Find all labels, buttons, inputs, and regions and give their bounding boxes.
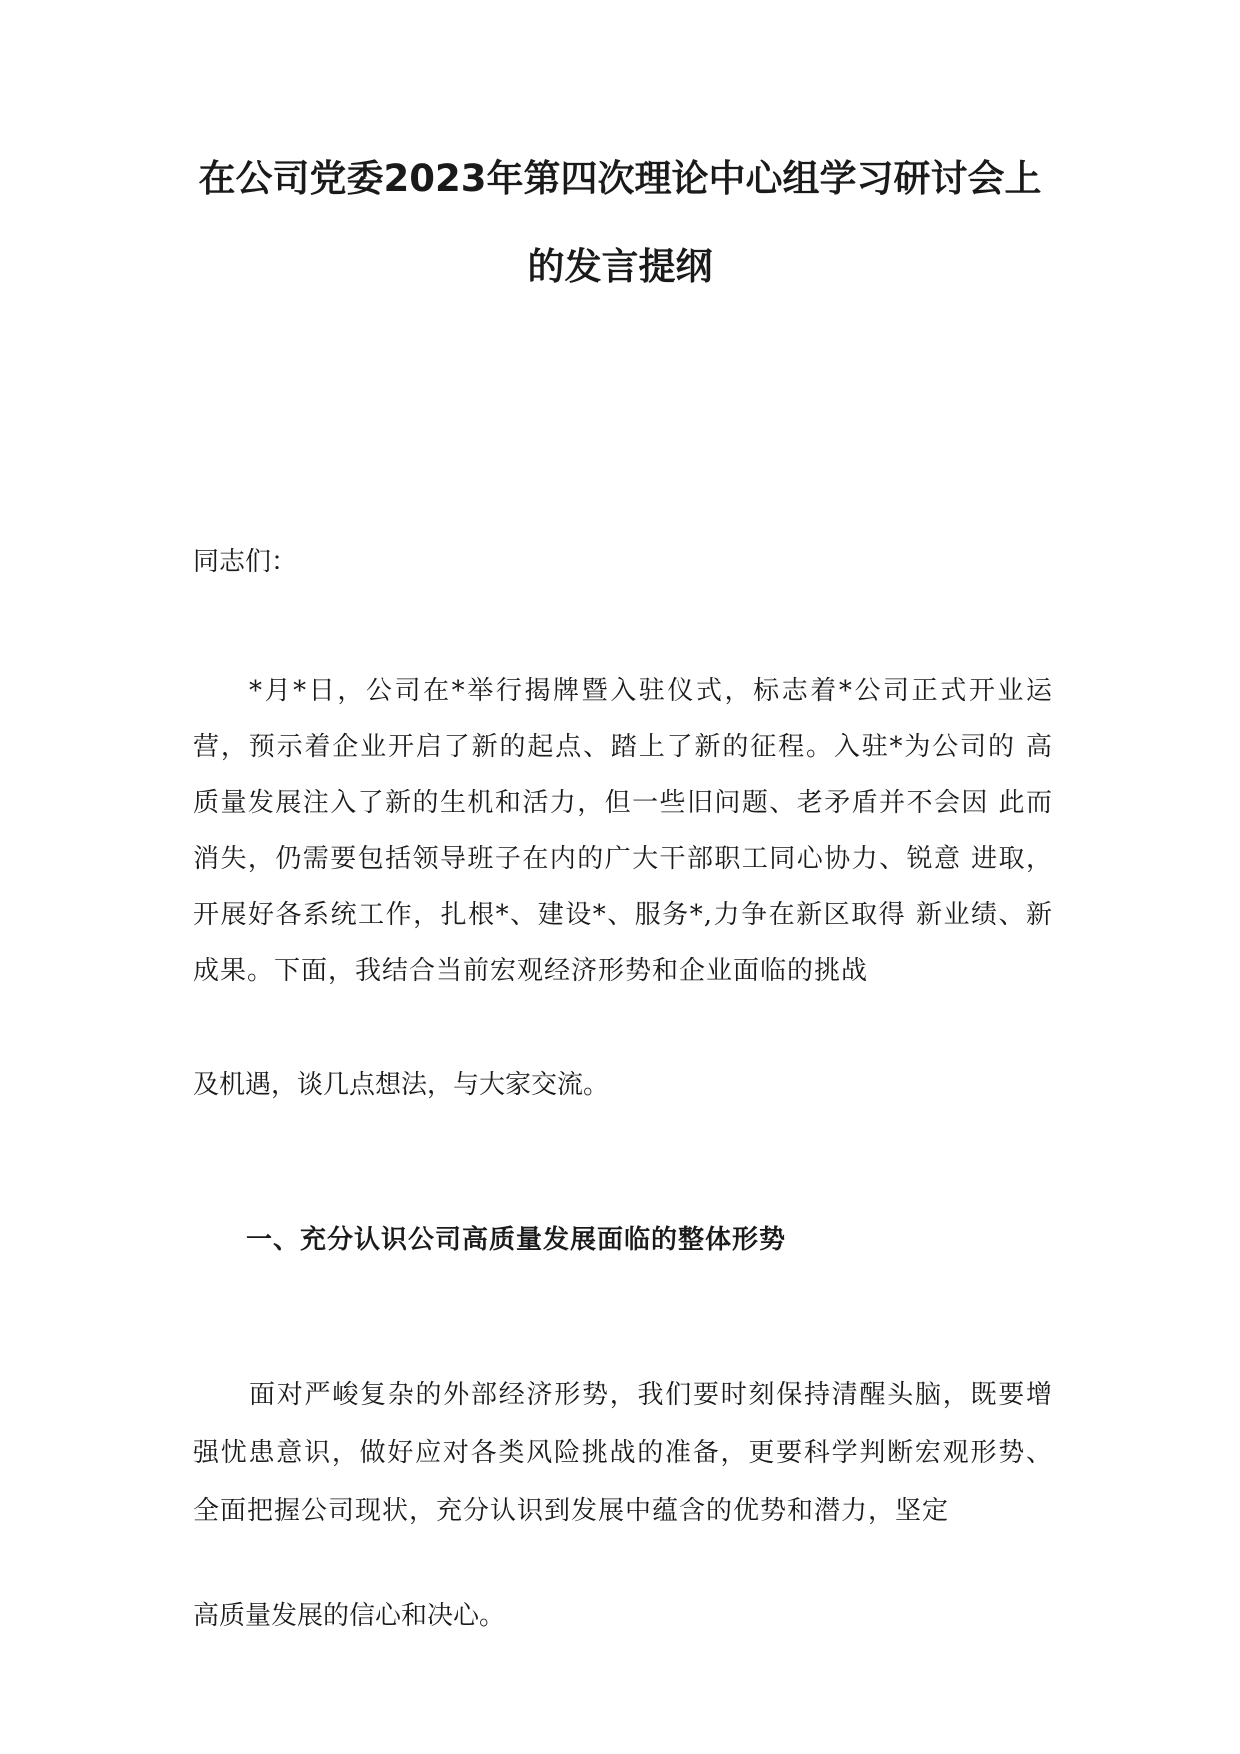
body-paragraph-2-tail: 高质量发展的信心和决心。 — [193, 1601, 506, 1631]
document-title-line2: 的发言提纲 — [527, 245, 713, 288]
document-title-line1: 在公司党委2023年第四次理论中心组学习研讨会上 — [198, 157, 1042, 200]
section-heading-1: 一、充分认识公司高质量发展面临的整体形势 — [246, 1225, 787, 1255]
salutation: 同志们： — [193, 547, 298, 577]
body-paragraph-2: 面对严峻复杂的外部经济形势，我们要时刻保持清醒头脑，既要增强忧患意识，做好应对各类风险挑战的准备，更要科学判断宏观形势、全面把握公司现状，充分认识到发展中蕴含的优势和潜力，坚定 — [193, 1380, 1053, 1526]
body-paragraph-1-tail: 及机遇，谈几点想法，与大家交流。 — [193, 1070, 610, 1100]
body-paragraph-1: *月*日，公司在*举行揭牌暨入驻仪式，标志着*公司正式开业运 营，预示着企业开启了新的起点、踏上了新的征程。入驻*为公司的 高质量发展注入了新的生机和活力，但一些旧问题、老矛盾并不会因 此而消失，仍需要包括领导班子在内的广大干部职工同心协力、锐意 进取，开展好各系统工作，扎根*、建设*、服务*,力争在新区取得 新业绩、新成果。下面，我结合当前宏观经济形势和企业面临的挑战 — [193, 676, 1053, 986]
